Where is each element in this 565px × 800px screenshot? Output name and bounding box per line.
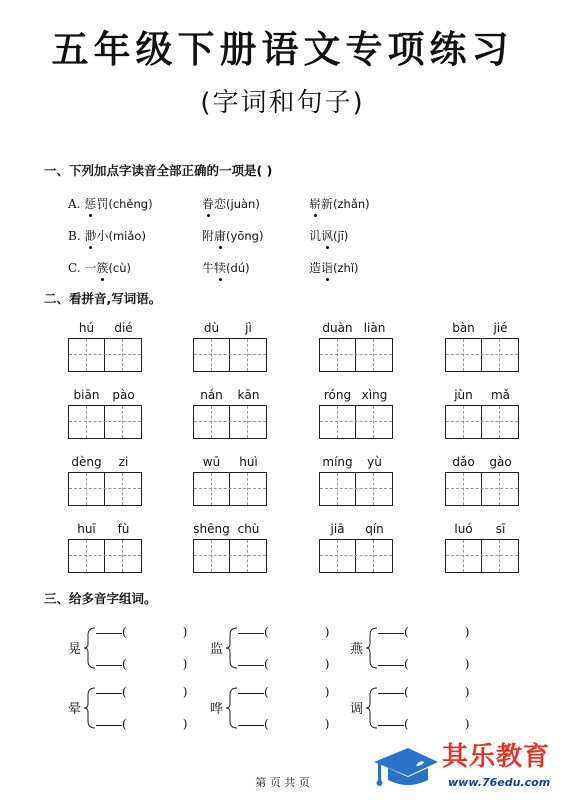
pinyin-label <box>319 387 393 403</box>
pinyin-syllable: gào <box>489 455 512 469</box>
dotted-character: 渺 <box>84 229 97 243</box>
grid-guide <box>194 354 266 355</box>
grid-guide <box>446 354 518 355</box>
grid-guide <box>211 540 212 572</box>
paren-close: ) <box>324 657 330 671</box>
pinyin-syllable: sī <box>495 522 506 536</box>
pinyin-syllable: dǎo <box>452 455 475 469</box>
pinyin-syllable: bàn <box>452 321 475 335</box>
question-2-heading: 二、看拼音,写词语。 <box>44 291 162 306</box>
pinyin-syllable: xìng <box>361 388 388 402</box>
pinyin-syllable: wū <box>202 455 221 469</box>
grid-guide <box>463 540 464 572</box>
grid-guide <box>499 406 500 438</box>
pinyin-syllable: róng <box>323 388 352 402</box>
pinyin-reading: (jī) <box>333 229 349 243</box>
grid-guide <box>247 540 248 572</box>
pinyin-syllable: biān <box>73 388 100 402</box>
pinyin-syllable: dié <box>114 321 133 335</box>
paren-close: ) <box>324 625 330 639</box>
pinyin-syllable: pào <box>112 388 135 402</box>
grid-guide <box>122 339 123 371</box>
grid-divider <box>104 339 105 371</box>
tianzige-box <box>193 472 267 506</box>
tianzige-box <box>193 539 267 573</box>
dotted-character: 犊 <box>214 261 227 275</box>
dotted-character: 眷 <box>202 197 215 211</box>
question-3-heading: 三、给多音字组词。 <box>44 591 157 606</box>
answer-blank <box>96 693 122 694</box>
grid-guide <box>463 473 464 505</box>
dotted-character: 崭 <box>309 197 322 211</box>
pinyin-syllable: fù <box>117 522 130 536</box>
answer-line <box>238 717 329 731</box>
pinyin-label <box>445 521 519 537</box>
pinyin-label <box>445 320 519 336</box>
grid-guide <box>122 540 123 572</box>
answer-blank <box>238 725 264 726</box>
grid-divider <box>481 540 482 572</box>
paren-open: ( <box>122 625 127 639</box>
grid-guide <box>337 540 338 572</box>
pinyin-syllable: nán <box>200 388 223 402</box>
pinyin-label <box>193 454 267 470</box>
paren-close: ) <box>182 685 188 699</box>
word-part: 小 <box>96 229 109 243</box>
tianzige-box <box>319 338 393 372</box>
pinyin-syllable: duàn <box>322 321 353 335</box>
tianzige-box <box>445 338 519 372</box>
paren-open: ( <box>122 657 127 671</box>
paren-open: ( <box>404 717 409 731</box>
pinyin-syllable: jié <box>493 321 508 335</box>
word-part: 讥 <box>309 229 322 243</box>
grid-guide <box>320 354 392 355</box>
grid-divider <box>481 473 482 505</box>
pinyin-syllable: míng <box>322 455 353 469</box>
answer-line <box>96 685 187 699</box>
pinyin-label <box>193 320 267 336</box>
brace-icon <box>363 626 379 670</box>
brace-icon <box>81 686 97 730</box>
grid-guide <box>373 473 374 505</box>
dotted-character: 簇 <box>96 261 109 275</box>
paren-close: ) <box>182 625 188 639</box>
pinyin-syllable: shēng <box>193 522 230 536</box>
word-part: 牛 <box>202 261 215 275</box>
pinyin-syllable: yù <box>367 455 382 469</box>
pinyin-syllable: zi <box>118 455 129 469</box>
answer-blank <box>238 633 264 634</box>
grid-guide <box>194 555 266 556</box>
pinyin-label <box>319 521 393 537</box>
pinyin-syllable: liàn <box>363 321 386 335</box>
answer-blank <box>378 665 404 666</box>
pinyin-label <box>193 387 267 403</box>
answer-line <box>378 657 469 671</box>
paren-open: ( <box>404 685 409 699</box>
grid-divider <box>355 473 356 505</box>
tianzige-box <box>68 472 142 506</box>
page-subtitle: (字词和句子) <box>200 88 365 118</box>
answer-blank <box>96 725 122 726</box>
grid-guide <box>122 473 123 505</box>
option-c-item <box>309 260 359 276</box>
grid-guide <box>86 339 87 371</box>
grid-divider <box>355 339 356 371</box>
paren-close: ) <box>464 657 470 671</box>
brace-icon <box>223 686 239 730</box>
option-b-item <box>68 228 146 244</box>
word-part: 一 <box>84 261 97 275</box>
polyphone-character: 燕 <box>350 642 364 657</box>
grid-divider <box>481 406 482 438</box>
grid-guide <box>446 555 518 556</box>
grid-guide <box>122 406 123 438</box>
grid-guide <box>499 473 500 505</box>
word-part: 罚 <box>96 197 109 211</box>
grid-guide <box>69 488 141 489</box>
dotted-character: 诣 <box>321 261 334 275</box>
tianzige-box <box>445 405 519 439</box>
dotted-character: 惩 <box>84 197 97 211</box>
polyphone-block <box>350 686 500 736</box>
grid-guide <box>463 406 464 438</box>
answer-blank <box>238 693 264 694</box>
grid-guide <box>463 339 464 371</box>
pinyin-reading: (cù) <box>108 261 132 275</box>
brand-logo <box>370 740 560 796</box>
grid-divider <box>355 540 356 572</box>
paren-close: ) <box>464 625 470 639</box>
grid-guide <box>194 488 266 489</box>
grid-guide <box>337 473 338 505</box>
option-a-item <box>309 196 370 212</box>
answer-line <box>238 625 329 639</box>
paren-close: ) <box>182 717 188 731</box>
pinyin-syllable: chù <box>237 522 260 536</box>
polyphone-block <box>68 626 218 676</box>
grid-guide <box>373 540 374 572</box>
option-label: C. <box>68 261 85 275</box>
dotted-character: 庸 <box>214 229 227 243</box>
grid-guide <box>69 421 141 422</box>
grid-divider <box>104 473 105 505</box>
word-part: 新 <box>321 197 334 211</box>
grid-guide <box>211 473 212 505</box>
paren-open: ( <box>264 685 269 699</box>
paren-open: ( <box>404 625 409 639</box>
option-a-item <box>202 196 260 212</box>
polyphone-character: 调 <box>350 702 364 717</box>
pinyin-reading: (juàn) <box>226 197 260 211</box>
paren-close: ) <box>324 685 330 699</box>
grid-guide <box>499 540 500 572</box>
grid-divider <box>355 406 356 438</box>
pinyin-reading: (zhǎn) <box>333 197 370 211</box>
pinyin-label <box>68 387 142 403</box>
brace-icon <box>363 686 379 730</box>
brand-name: 其乐教育 <box>442 742 551 772</box>
paren-close: ) <box>324 717 330 731</box>
pinyin-label <box>68 320 142 336</box>
paren-open: ( <box>264 625 269 639</box>
pinyin-syllable: huī <box>77 522 96 536</box>
polyphone-character: 晕 <box>68 702 82 717</box>
option-c-item <box>202 260 250 276</box>
polyphone-character: 监 <box>210 642 224 657</box>
pinyin-syllable: dù <box>203 321 220 335</box>
page-footer: 第 页 共 页 <box>255 776 310 789</box>
grid-guide <box>337 339 338 371</box>
answer-blank <box>378 633 404 634</box>
grid-guide <box>211 406 212 438</box>
pinyin-reading: (dú) <box>226 261 250 275</box>
option-a-item <box>68 196 153 212</box>
tianzige-box <box>193 405 267 439</box>
paren-open: ( <box>122 717 127 731</box>
pinyin-syllable: jiā <box>330 522 345 536</box>
paren-open: ( <box>122 685 127 699</box>
answer-blank <box>238 665 264 666</box>
grid-guide <box>194 421 266 422</box>
tianzige-box <box>319 539 393 573</box>
grid-divider <box>104 406 105 438</box>
grid-guide <box>320 488 392 489</box>
grid-guide <box>247 339 248 371</box>
pinyin-reading: (zhǐ) <box>333 261 359 275</box>
answer-line <box>378 625 469 639</box>
dotted-character: 讽 <box>321 229 334 243</box>
paren-close: ) <box>464 717 470 731</box>
tianzige-box <box>445 539 519 573</box>
grid-divider <box>229 339 230 371</box>
pinyin-syllable: huì <box>239 455 258 469</box>
grid-guide <box>373 339 374 371</box>
answer-line <box>378 717 469 731</box>
grid-guide <box>86 540 87 572</box>
answer-line <box>96 717 187 731</box>
grid-divider <box>229 473 230 505</box>
grid-guide <box>446 421 518 422</box>
grid-divider <box>104 540 105 572</box>
grid-guide <box>320 421 392 422</box>
pinyin-syllable: kān <box>237 388 260 402</box>
tianzige-box <box>319 405 393 439</box>
option-label: A. <box>68 197 85 211</box>
pinyin-label <box>319 320 393 336</box>
grid-guide <box>446 488 518 489</box>
question-1-heading: 一、下列加点字读音全部正确的一项是( ) <box>44 163 273 178</box>
answer-blank <box>378 693 404 694</box>
tianzige-box <box>319 472 393 506</box>
grid-guide <box>211 339 212 371</box>
pinyin-reading: (chěng) <box>108 197 153 211</box>
graduation-cap-icon <box>370 744 440 790</box>
option-c-item <box>68 260 131 276</box>
paren-open: ( <box>404 657 409 671</box>
grid-divider <box>481 339 482 371</box>
pinyin-syllable: dèng <box>71 455 102 469</box>
grid-divider <box>229 406 230 438</box>
paren-open: ( <box>264 717 269 731</box>
word-part: 恋 <box>214 197 227 211</box>
pinyin-label <box>68 454 142 470</box>
answer-blank <box>378 725 404 726</box>
answer-blank <box>96 633 122 634</box>
polyphone-character: 晃 <box>68 642 82 657</box>
answer-line <box>238 685 329 699</box>
grid-guide <box>86 473 87 505</box>
grid-divider <box>229 540 230 572</box>
pinyin-syllable: jùn <box>454 388 473 402</box>
polyphone-block <box>68 686 218 736</box>
answer-blank <box>96 665 122 666</box>
grid-guide <box>69 354 141 355</box>
word-part: 造 <box>309 261 322 275</box>
pinyin-syllable: hú <box>78 321 95 335</box>
paren-close: ) <box>182 657 188 671</box>
polyphone-character: 哗 <box>210 702 224 717</box>
brand-url: www.76edu.com <box>448 776 551 789</box>
pinyin-label <box>193 521 267 537</box>
tianzige-box <box>68 405 142 439</box>
tianzige-box <box>68 338 142 372</box>
tianzige-box <box>68 539 142 573</box>
option-b-item <box>202 228 263 244</box>
grid-guide <box>86 406 87 438</box>
grid-guide <box>337 406 338 438</box>
brace-icon <box>81 626 97 670</box>
grid-guide <box>320 555 392 556</box>
pinyin-syllable: mǎ <box>490 388 511 402</box>
brace-icon <box>223 626 239 670</box>
option-label: B. <box>68 229 85 243</box>
answer-line <box>378 685 469 699</box>
pinyin-label <box>445 387 519 403</box>
grid-guide <box>373 406 374 438</box>
page-title: 五年级下册语文专项练习 <box>51 28 514 71</box>
pinyin-syllable: luó <box>454 522 473 536</box>
pinyin-label <box>319 454 393 470</box>
pinyin-label <box>68 521 142 537</box>
paren-open: ( <box>264 657 269 671</box>
pinyin-syllable: qín <box>365 522 384 536</box>
answer-line <box>238 657 329 671</box>
pinyin-reading: (miǎo) <box>108 229 146 243</box>
polyphone-block <box>350 626 500 676</box>
answer-line <box>96 657 187 671</box>
tianzige-box <box>445 472 519 506</box>
grid-guide <box>69 555 141 556</box>
pinyin-label <box>445 454 519 470</box>
paren-close: ) <box>464 685 470 699</box>
grid-guide <box>247 406 248 438</box>
answer-line <box>96 625 187 639</box>
polyphone-block <box>210 626 360 676</box>
polyphone-block <box>210 686 360 736</box>
grid-guide <box>499 339 500 371</box>
option-b-item <box>309 228 348 244</box>
tianzige-box <box>193 338 267 372</box>
pinyin-syllable: jì <box>245 321 252 335</box>
grid-guide <box>247 473 248 505</box>
word-part: 附 <box>202 229 215 243</box>
pinyin-reading: (yōng) <box>226 229 264 243</box>
